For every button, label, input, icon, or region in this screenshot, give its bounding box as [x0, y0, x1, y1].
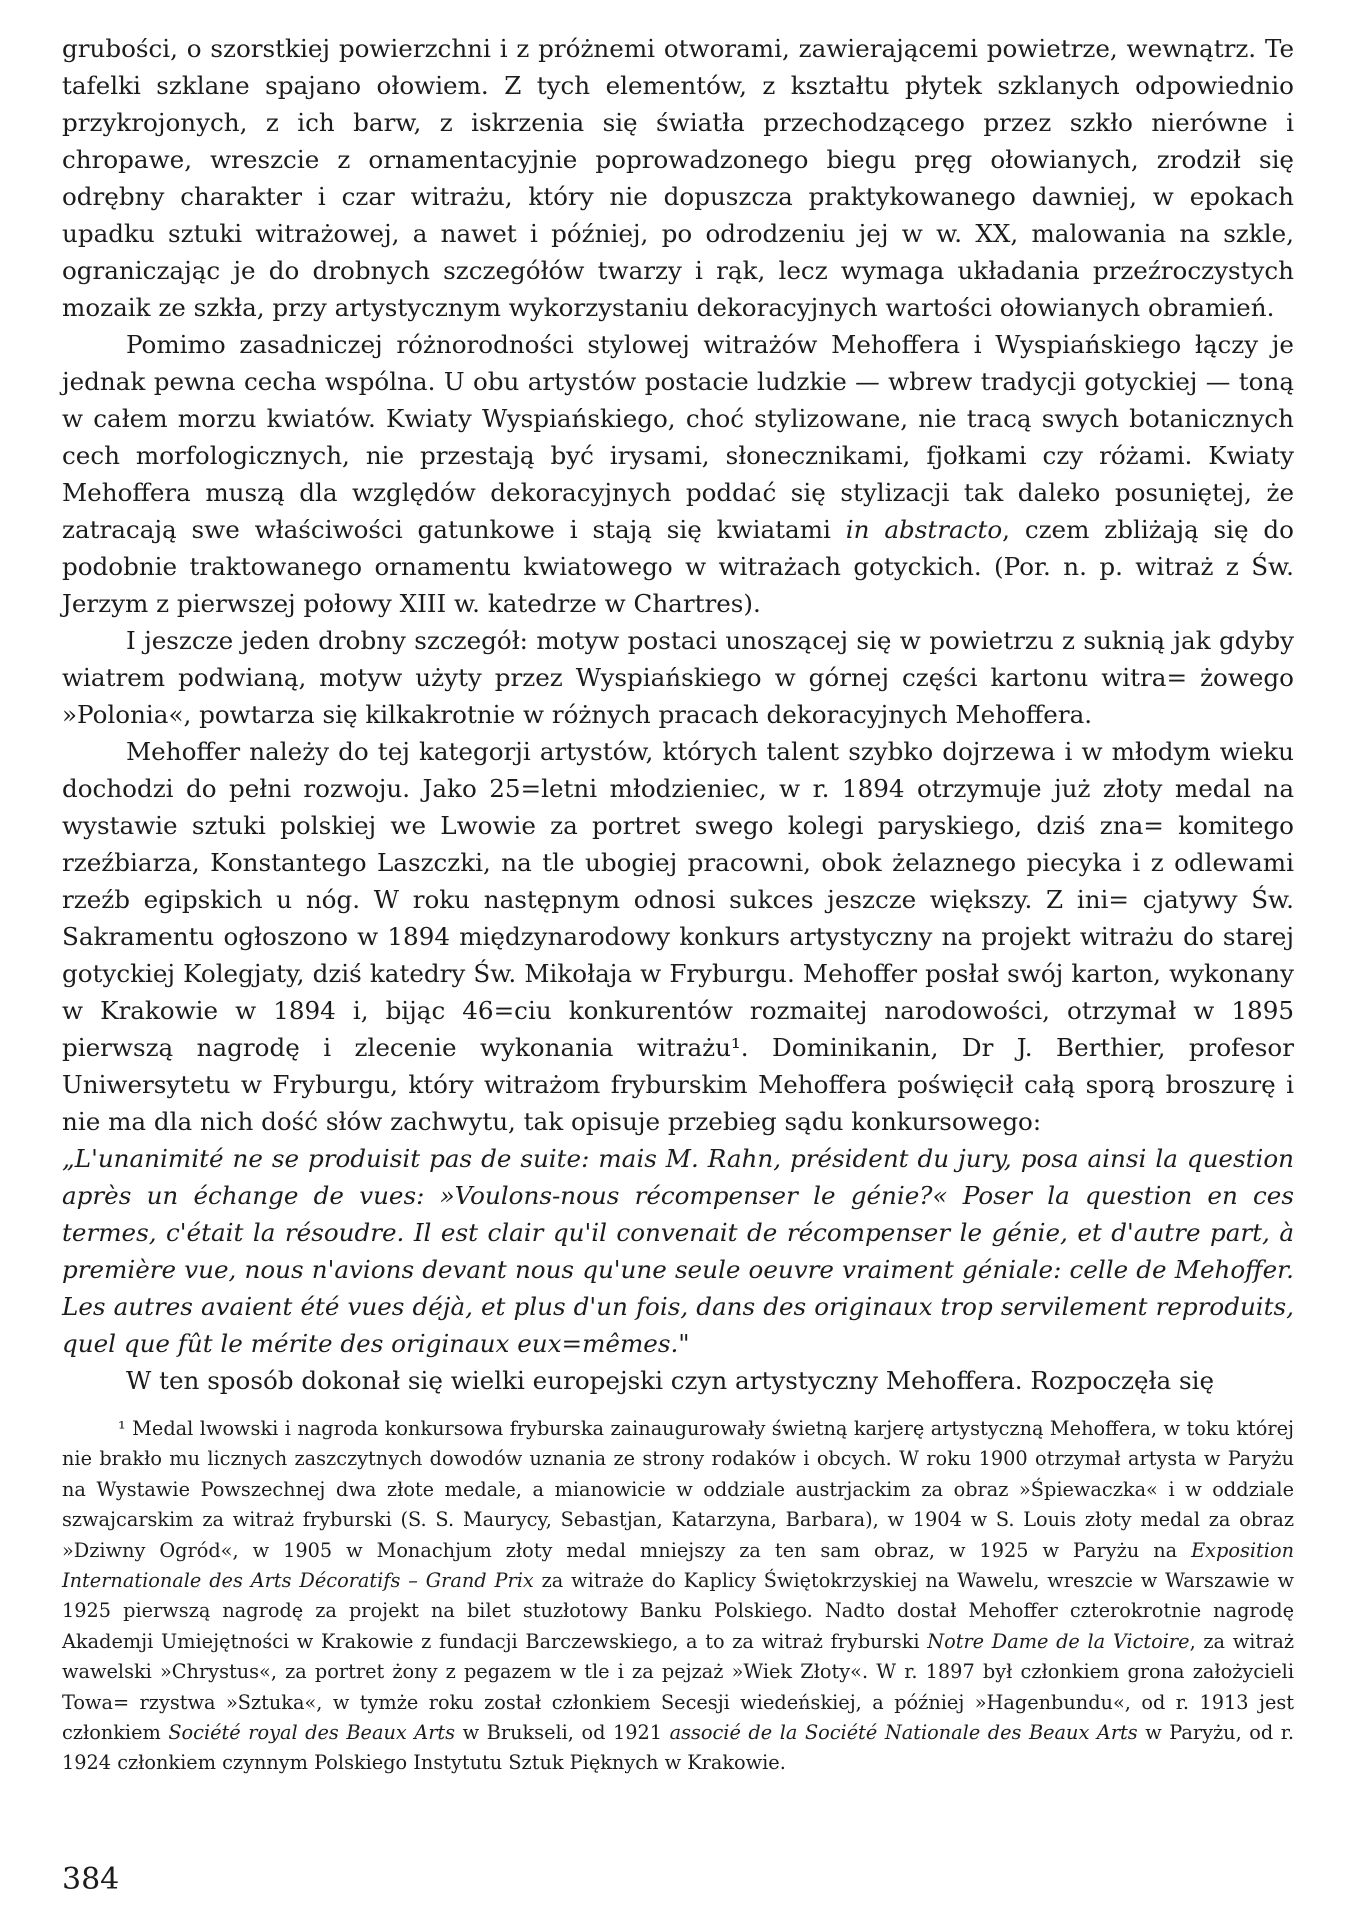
paragraph: W ten sposób dokonał się wielki europejski czyn artystyczny Mehoffera. Rozpoczęła się [126, 1366, 1215, 1395]
french-quotation: „L'unanimité ne se produisit pas de suite: mais M. Rahn, président du jury, posa ainsi la question après un échange de vues: »Voulons-nous récompenser le génie?« Poser la question en ces termes, c'était la résoudre. Il est clair qu'il convenait de récompenser le génie, et d'autre part, à première vue, nous n'avions devant nous qu'une seule oeuvre vraiment géniale: celle de Mehoffer. Les autres avaient été vues déjà, et plus d'un fois, dans des originaux trop servilement reproduits, quel que fût le mérite des originaux eux=mêmes." [62, 1144, 1294, 1358]
paragraph: I jeszcze jeden drobny szczegół: motyw postaci unoszącej się w powietrzu z suknią jak gdyby wiatrem podwianą, motyw użyty przez Wyspiańskiego w górnej części kartonu witra= żowego »Polonia«, powtarza się kilkakrotnie w różnych pracach dekoracyjnych Mehoffera. [62, 626, 1294, 729]
footnote-italic: Exposition Internationale des Arts Décoratifs – Grand Prix [62, 1538, 1294, 1593]
footnote-segment: za witraże do Kaplicy Świętokrzyskiej na Wawelu, wreszcie w Warszawie w 1925 pierwszą nagrodę za projekt na bilet stuzłotowy Banku Polskiego. Nadto dostał Mehoffer czterokrotnie nagrodę Akademji Umiejętności w Krakowie z fundacji Barczewskiego, a to za witraż fryburski [62, 1569, 1294, 1653]
main-text [62, 30, 1294, 1399]
footnote-italic: Société royal des Beaux Arts [168, 1721, 456, 1745]
footnote-segment: , za witraż wawelski »Chrystus«, za portret żony z pegazem w tle i za pejzaż »Wiek Złoty«. W r. 1897 był członkiem grona założycieli Towa= rzystwa »Sztuka«, w tymże roku został członkiem Secesji wiedeńskiej, a później »Hagenbundu«, od r. 1913 jest członkiem [62, 1629, 1294, 1745]
paragraph [62, 326, 1294, 622]
paragraph-text: , czem zbliżają się do podobnie traktowanego ornamentu kwiatowego w witrażach gotyckich. (Por. n. p. witraż z Św. Jerzym z pierwszej połowy XIII w. katedrze w Chartres). [62, 515, 1294, 618]
footnote [62, 1414, 1294, 1779]
footnote-italic: Notre Dame de la Victoire [927, 1629, 1190, 1653]
footnote-segment: ¹ Medal lwowski i nagroda konkursowa fryburska zainaugurowały świetną karjerę artystyczną Mehoffera, w toku której nie brakło mu licznych zaszczytnych dowodów uznania ze strony rodaków i obcych. W roku 1900 otrzymał artysta w Paryżu na Wystawie Powszechnej dwa złote medale, a mianowicie w oddziale austrjackim za obraz »Śpiewaczka« i w oddziale szwajcarskim za witraż fryburski (S. S. Maurycy, Sebastjan, Katarzyna, Barbara), w 1904 w S. Louis złoty medal za obraz »Dziwny Ogród«, w 1905 w Monachjum złoty medal mniejszy za ten sam obraz, w 1925 w Paryżu na [62, 1417, 1294, 1562]
footnote-segment: w Paryżu, od r. 1924 członkiem czynnym Polskiego Instytutu Sztuk Pięknych w Krakowie. [62, 1721, 1294, 1775]
paragraph: Mehoffer należy do tej kategorji artystów, których talent szybko dojrzewa i w młodym wieku dochodzi do pełni rozwoju. Jako 25=letni młodzieniec, w r. 1894 otrzymuje już złoty medal na wystawie sztuki polskiej we Lwowie za portret swego kolegi paryskiego, dziś zna= komitego rzeźbiarza, Konstantego Laszczki, na tle ubogiej pracowni, obok żelaznego piecyka i z odlewami rzeźb egipskich u nóg. W roku następnym odnosi sukces jeszcze większy. Z ini= cjatywy Św. Sakramentu ogłoszono w 1894 międzynarodowy konkurs artystyczny na projekt witrażu do starej gotyckiej Kolegjaty, dziś katedry Św. Mikołaja w Fryburgu. Mehoffer posłał swój karton, wykonany w Krakowie w 1894 i, bijąc 46=ciu konkurentów rozmaitej narodowości, otrzymał w 1895 pierwszą nagrodę i zlecenie wykonania witrażu¹. Dominikanin, Dr J. Berthier, profesor Uniwersytetu w Fryburgu, który witrażom fryburskim Mehoffera poświęcił całą sporą broszurę i nie ma dla nich dość słów zachwytu, tak opisuje przebieg sądu konkursowego: [62, 737, 1294, 1136]
paragraph-text: Pomimo zasadniczej różnorodności stylowej witrażów Mehoffera i Wyspiańskiego łączy je jednak pewna cecha wspólna. U obu artystów postacie ludzkie — wbrew tradycji gotyckiej — toną w całem morzu kwiatów. Kwiaty Wyspiańskiego, choć stylizowane, nie tracą swych botanicznych cech morfologicznych, nie przestają być irysami, słonecznikami, fjołkami czy różami. Kwiaty Mehoffera muszą dla względów dekoracyjnych poddać się stylizacji tak daleko posuniętej, że zatracają swe właściwości gatunkowe i stają się kwiatami [62, 330, 1294, 544]
footnote-segment: w Brukseli, od 1921 [455, 1721, 670, 1745]
page-body [62, 30, 1294, 1399]
footnote-italic: associé de la Société Nationale des Beaux Arts [669, 1721, 1138, 1745]
paragraph: grubości, o szorstkiej powierzchni i z próżnemi otworami, zawierającemi powietrze, wewnątrz. Te tafelki szklane spajano ołowiem. Z tych elementów, z kształtu płytek szklanych odpowiednio przykrojonych, z ich barw, z iskrzenia się światła przechodzącego przez szkło nierówne i chropawe, wreszcie z ornamentacyjnie poprowadzonego biegu pręg ołowianych, zrodził się odrębny charakter i czar witrażu, który nie dopuszcza praktykowanego dawniej, w epokach upadku sztuki witrażowej, a nawet i później, po odrodzeniu jej w w. XX, malowania na szkle, ograniczając je do drobnych szczegółów twarzy i rąk, lecz wymaga układania przeźroczystych mozaik ze szkła, przy artystycznym wykorzystaniu dekoracyjnych wartości ołowianych obramień. [62, 34, 1294, 322]
footnote-text [62, 1414, 1294, 1779]
page-number: 384 [62, 1862, 120, 1897]
italic-phrase: in abstracto [845, 515, 1003, 544]
